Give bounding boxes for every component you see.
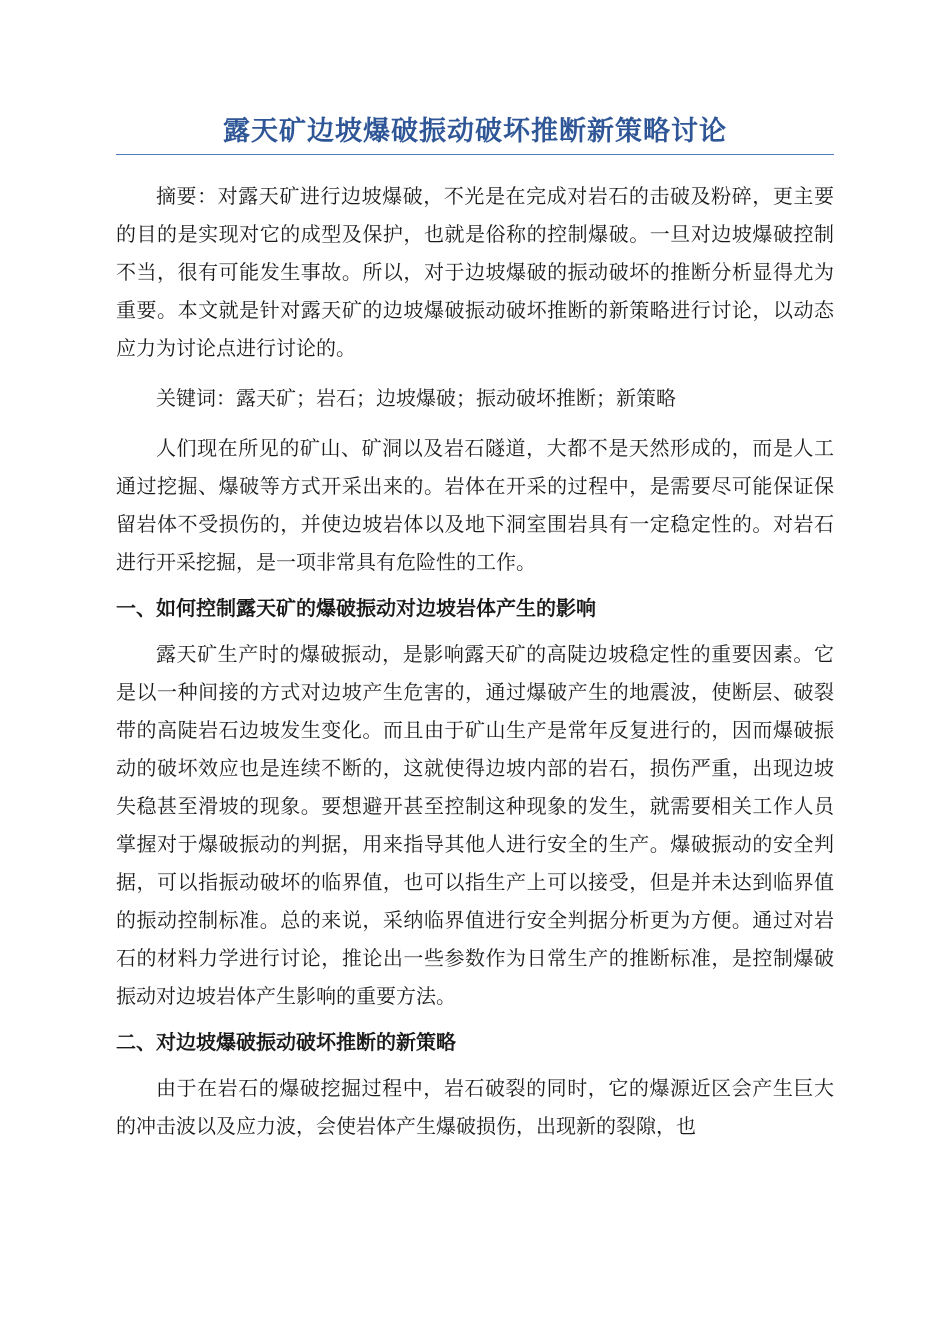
intro-paragraph: 人们现在所见的矿山、矿洞以及岩石隧道，大都不是天然形成的，而是人工通过挖掘、爆破等方式开采出来的。岩体在开采的过程中，是需要尽可能保证保留岩体不受损伤的，并使边坡岩体以及地下洞室围岩具有一定稳定性的。对岩石进行开采挖掘，是一项非常具有危险性的工作。 bbox=[116, 436, 834, 574]
section-2-heading: 二、对边坡爆破振动破坏推断的新策略 bbox=[116, 1030, 456, 1054]
document-title: 露天矿边坡爆破振动破坏推断新策略讨论 bbox=[116, 112, 834, 155]
section-1-heading: 一、如何控制露天矿的爆破振动对边坡岩体产生的影响 bbox=[116, 596, 596, 620]
document-page bbox=[116, 112, 834, 1145]
abstract-paragraph: 摘要：对露天矿进行边坡爆破，不光是在完成对岩石的击破及粉碎，更主要的目的是实现对它的成型及保护，也就是俗称的控制爆破。一旦对边坡爆破控制不当，很有可能发生事故。所以，对于边坡爆破的振动破坏的推断分析显得尤为重要。本文就是针对露天矿的边坡爆破振动破坏推断的新策略进行讨论，以动态应力为讨论点进行讨论的。 bbox=[116, 184, 834, 360]
section-2-paragraph: 由于在岩石的爆破挖掘过程中，岩石破裂的同时，它的爆源近区会产生巨大的冲击波以及应力波，会使岩体产生爆破损伤，出现新的裂隙，也 bbox=[116, 1076, 834, 1138]
keywords-paragraph: 关键词：露天矿；岩石；边坡爆破；振动破坏推断；新策略 bbox=[156, 386, 676, 410]
section-1-paragraph: 露天矿生产时的爆破振动，是影响露天矿的高陡边坡稳定性的重要因素。它是以一种间接的方式对边坡产生危害的，通过爆破产生的地震波，使断层、破裂带的高陡岩石边坡发生变化。而且由于矿山生产是常年反复进行的，因而爆破振动的破坏效应也是连续不断的，这就使得边坡内部的岩石，损伤严重，出现边坡失稳甚至滑坡的现象。要想避开甚至控制这种现象的发生，就需要相关工作人员掌握对于爆破振动的判据，用来指导其他人进行安全的生产。爆破振动的安全判据，可以指振动破坏的临界值，也可以指生产上可以接受，但是并未达到临界值的振动控制标准。总的来说，采纳临界值进行安全判据分析更为方便。通过对岩石的材料力学进行讨论，推论出一些参数作为日常生产的推断标准，是控制爆破振动对边坡岩体产生影响的重要方法。 bbox=[116, 642, 834, 1008]
